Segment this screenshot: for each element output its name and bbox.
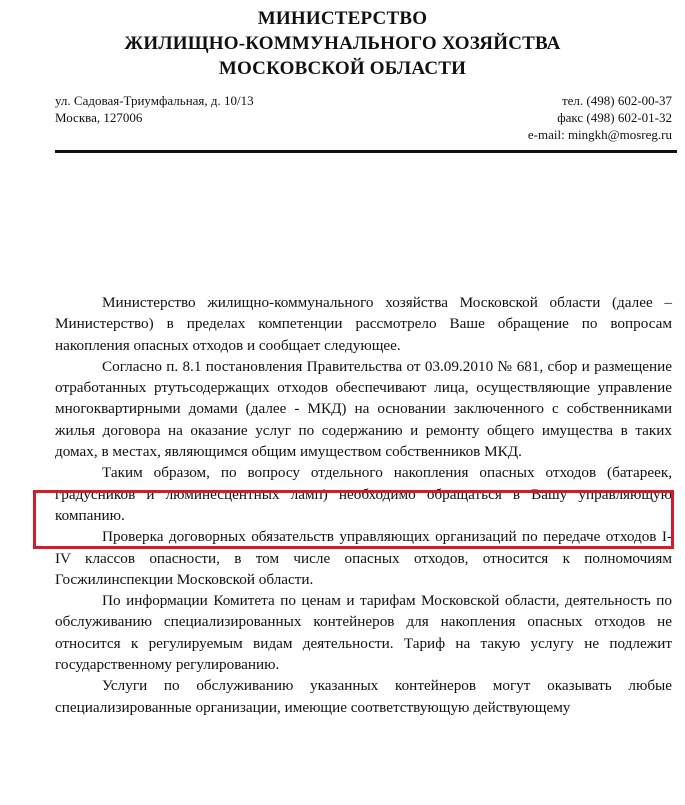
highlight-box [33, 490, 674, 549]
contact-phone: тел. (498) 602-00-37 [561, 93, 672, 108]
paragraph-2: Согласно п. 8.1 постановления Правительства от 03.09.2010 № 681, сбор и размещение отработанных ртутьсодержащих отходов обеспечивают лица, осуществляющие управление многоквартирными домами (далее - МКД) на основании заключенного с собственниками жилья договора на оказание услуг по содержанию и ремонту общего имущества в таких домах, в местах, являющимся общим имуществом собственников МКД. [55, 357, 672, 461]
paragraph-4: Проверка договорных обязательств управляющих организаций по передаче отходов I-IV классов опасности, в том числе опасных отходов, относится к полномочиям Госжилинспекции Московской области. [55, 528, 672, 588]
paragraph-1: Министерство жилищно-коммунального хозяйства Московской области (далее – Министерство) в пределах компетенции рассмотрело Ваше обращение по вопросам накопления опасных отходов и сообщает следующее. [55, 294, 672, 354]
contact-block [528, 92, 672, 143]
paragraph-3-highlighted: Таким образом, по вопросу отдельного накопления опасных отходов (батареек, градусников и люминесцентных ламп) необходимо обращаться в Вашу управляющую компанию. [55, 464, 672, 524]
paragraph-5: По информации Комитета по ценам и тарифам Московской области, деятельность по обслуживанию специализированных контейнеров для накопления опасных отходов не относится к регулируемым видам деятельности. Тариф на такую услугу не подлежит государственному регулированию. [55, 592, 672, 674]
contact-email: e-mail: mingkh@mosreg.ru [527, 127, 672, 142]
address-block [55, 92, 254, 126]
address-city: Москва, 127006 [55, 110, 143, 125]
ministry-title-line-1: МИНИСТЕРСТВО [257, 8, 428, 29]
ministry-title-line-3: МОСКОВСКОЙ ОБЛАСТИ [218, 58, 467, 79]
ministry-title-line-2: ЖИЛИЩНО-КОММУНАЛЬНОГО ХОЗЯЙСТВА [124, 33, 561, 54]
contact-fax: факс (498) 602-01-32 [557, 110, 672, 125]
paragraph-6: Услуги по обслуживанию указанных контейнеров могут оказывать любые специализированные организации, имеющие соответствующую действующему [55, 677, 672, 716]
header-divider [55, 150, 677, 153]
address-street: ул. Садовая-Триумфальная, д. 10/13 [55, 93, 254, 108]
